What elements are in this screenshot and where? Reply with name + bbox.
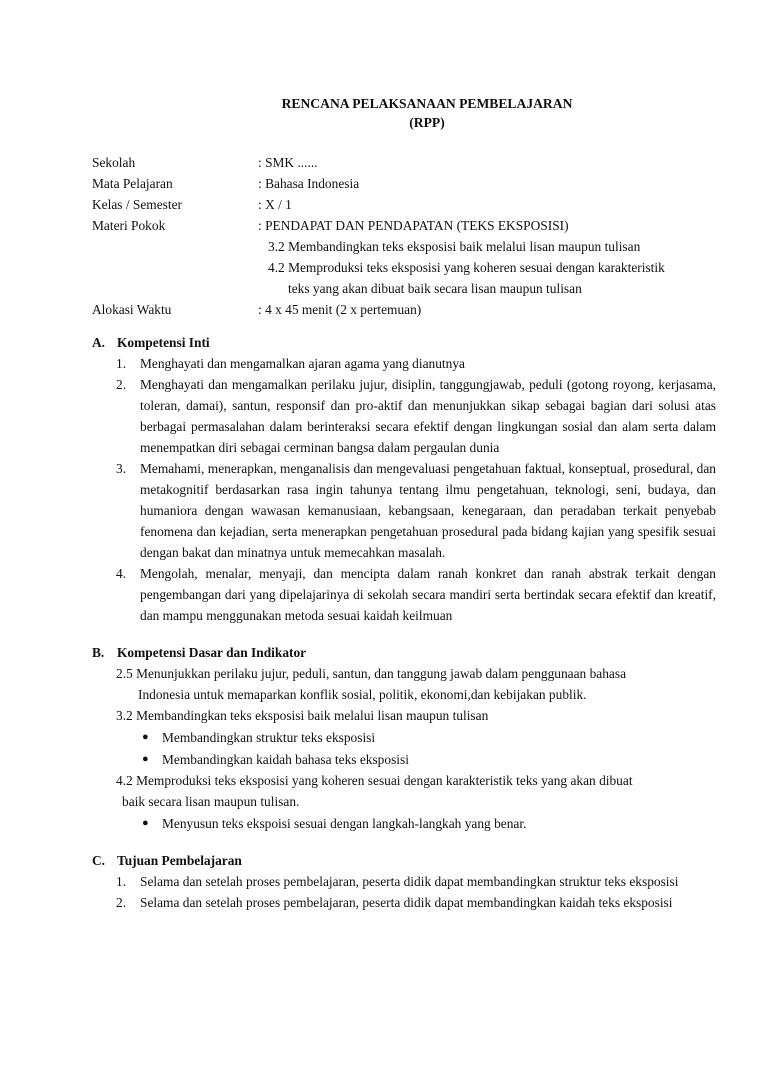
meta-value: : SMK ...... (258, 155, 318, 170)
kompetensi-inti-list (92, 353, 716, 626)
meta-row-alokasi (92, 299, 716, 320)
meta-row-kd2 (92, 257, 716, 278)
bullet-item (92, 813, 716, 834)
list-item (92, 871, 716, 892)
list-item (92, 563, 716, 626)
item-number: 2. (116, 377, 127, 392)
list-item (92, 353, 716, 374)
doc-title-line2: (RPP) (409, 115, 445, 130)
meta-row-kd3 (92, 278, 716, 299)
meta-kd-line: teks yang akan dibuat baik secara lisan maupun tulisan (288, 281, 582, 296)
bullet-text: Membandingkan kaidah bahasa teks eksposisi (162, 752, 409, 767)
meta-row-kd1 (92, 236, 716, 257)
identity-table (92, 152, 716, 320)
meta-value: : PENDAPAT DAN PENDAPATAN (TEKS EKSPOSISI) (258, 218, 569, 233)
section-a-heading (92, 332, 716, 353)
kd-line: 2.5 Menunjukkan perilaku jujur, peduli, santun, dan tanggung jawab dalam penggunaan bahasa (116, 666, 627, 681)
meta-value: : X / 1 (258, 197, 292, 212)
meta-row-mapel (92, 173, 716, 194)
section-title: Tujuan Pembelajaran (117, 853, 242, 868)
bullet-icon: ● (142, 731, 149, 743)
section-b-heading (92, 642, 716, 663)
document-page (92, 94, 716, 913)
item-text: Selama dan setelah proses pembelajaran, peserta didik dapat membandingkan kaidah teks eksposisi (140, 895, 673, 910)
section-letter: A. (92, 335, 106, 350)
meta-kd-line: 4.2 Memproduksi teks eksposisi yang koheren sesuai dengan karakteristik (268, 260, 665, 275)
item-number: 1. (116, 874, 127, 889)
bullet-icon: ● (142, 817, 149, 829)
item-text: Menghayati dan mengamalkan perilaku jujur, disiplin, tanggungjawab, peduli (gotong royong, kerjasama, toleran, damai), santun, responsif dan pro-aktif dan menunjukkan sikap sebagai bagian dari solusi atas berbagai permasalahan dalam berinteraksi secara efektif dengan lingkungan sosial dan alam serta dalam menempatkan diri sebagai cerminan bangsa dalam pergaulan dunia (140, 377, 716, 455)
kd-line: baik secara lisan maupun tulisan. (122, 794, 300, 809)
meta-row-sekolah (92, 152, 716, 173)
bullet-text: Menyusun teks ekspoisi sesuai dengan langkah-langkah yang benar. (162, 816, 527, 831)
kd-line: 4.2 Memproduksi teks eksposisi yang koheren sesuai dengan karakteristik teks yang akan dibuat (116, 773, 633, 788)
meta-value: : Bahasa Indonesia (258, 176, 360, 191)
kd-4-2 (92, 770, 716, 812)
item-text: Menghayati dan mengamalkan ajaran agama yang dianutnya (140, 356, 465, 371)
bullet-item (92, 749, 716, 770)
item-text: Mengolah, menalar, menyaji, dan mencipta dalam ranah konkret dan ranah abstrak terkait dengan pengembangan dari yang dipelajarinya di sekolah secara mandiri serta bertindak secara efektif dan kreatif, dan mampu menggunakan metoda sesuai kaidah keilmuan (140, 566, 716, 623)
list-item (92, 374, 716, 458)
item-number: 1. (116, 356, 127, 371)
meta-kd-line: 3.2 Membandingkan teks eksposisi baik melalui lisan maupun tulisan (268, 239, 641, 254)
item-text: Memahami, menerapkan, menganalisis dan mengevaluasi pengetahuan faktual, konseptual, prosedural, dan metakognitif berdasarkan rasa ingin tahunya tentang ilmu pengetahuan, teknologi, seni, budaya, dan humaniora dengan wawasan kemanusiaan, kebangsaan, kenegaraan, dan peradaban terkait penyebab fenomena dan kejadian, serta menerapkan pengetahuan prosedural pada bidang kajian yang spesifik sesuai dengan bakat dan minatnya untuk memecahkan masalah. (140, 461, 716, 560)
section-c-heading (92, 850, 716, 871)
section-letter: C. (92, 853, 106, 868)
section-title: Kompetensi Inti (117, 335, 210, 350)
item-number: 2. (116, 895, 127, 910)
kd-line: 3.2 Membandingkan teks eksposisi baik melalui lisan maupun tulisan (116, 708, 489, 723)
meta-key: Mata Pelajaran (92, 176, 173, 191)
kd-2-5 (92, 663, 716, 705)
meta-key: Materi Pokok (92, 218, 166, 233)
meta-key: Alokasi Waktu (92, 302, 172, 317)
kd-line: Indonesia untuk memaparkan konflik sosial, politik, ekonomi,dan kebijakan publik. (138, 687, 587, 702)
tujuan-list (92, 871, 716, 913)
item-number: 4. (116, 566, 127, 581)
list-item (92, 458, 716, 563)
doc-title-line1: RENCANA PELAKSANAAN PEMBELAJARAN (281, 96, 573, 111)
bullet-text: Membandingkan struktur teks eksposisi (162, 730, 376, 745)
bullet-icon: ● (142, 753, 149, 765)
bullet-item (92, 727, 716, 748)
meta-value: : 4 x 45 menit (2 x pertemuan) (258, 302, 422, 317)
section-letter: B. (92, 645, 105, 660)
kd-3-2 (92, 705, 716, 726)
list-item (92, 892, 716, 913)
meta-row-materi (92, 215, 716, 236)
item-text: Selama dan setelah proses pembelajaran, peserta didik dapat membandingkan struktur teks eksposisi (140, 874, 679, 889)
meta-key: Sekolah (92, 155, 136, 170)
doc-title (92, 94, 716, 132)
section-title: Kompetensi Dasar dan Indikator (117, 645, 307, 660)
meta-row-kelas (92, 194, 716, 215)
meta-key: Kelas / Semester (92, 197, 182, 212)
item-number: 3. (116, 461, 127, 476)
